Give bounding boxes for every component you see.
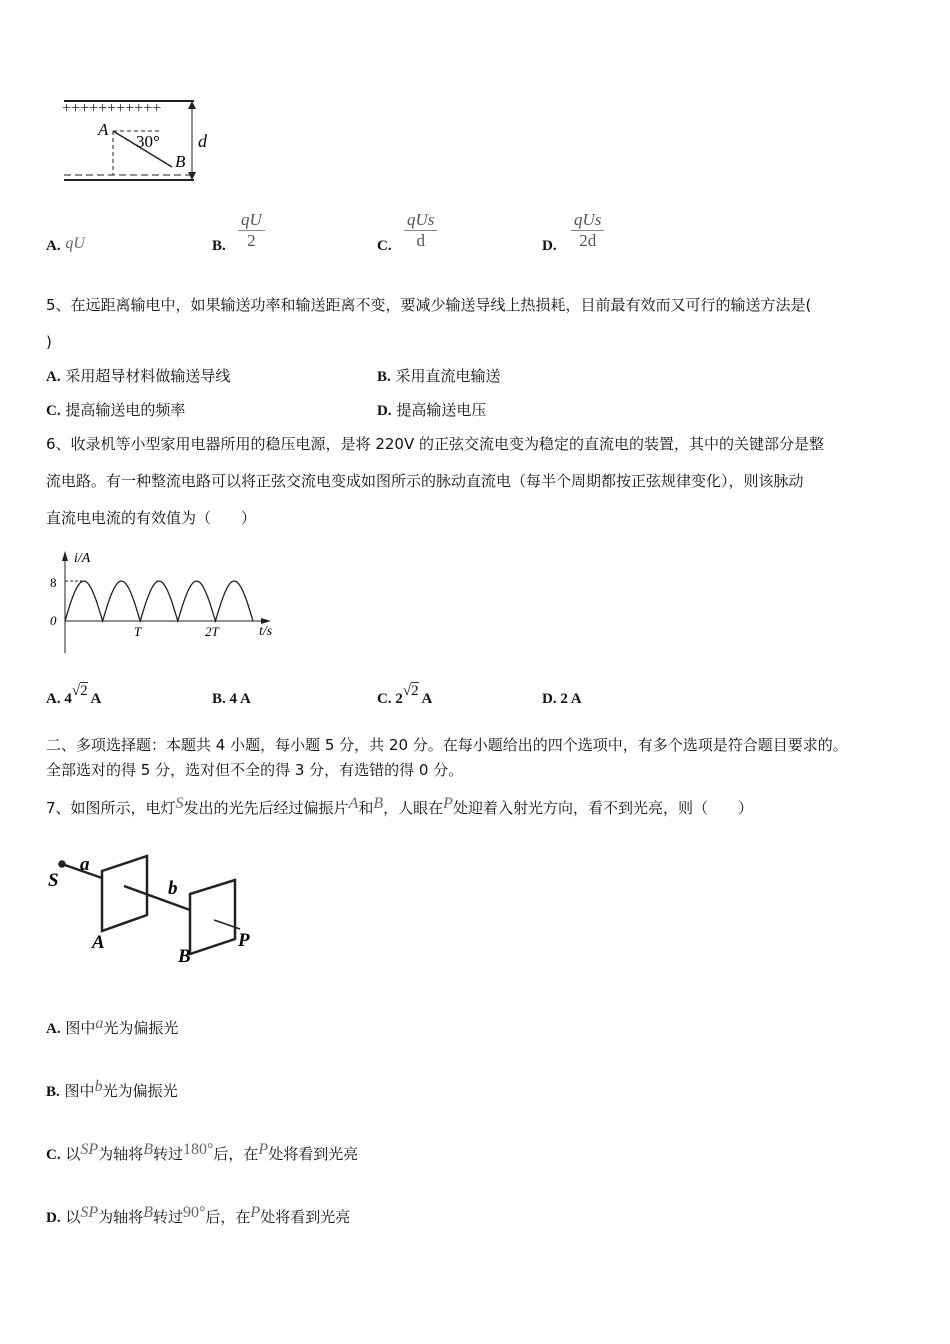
svg-text:S: S <box>48 870 59 891</box>
svg-text:B: B <box>175 152 186 171</box>
svg-text:B: B <box>178 946 191 967</box>
svg-text:i/A: i/A <box>74 551 91 566</box>
q6-option-b[interactable]: B. 4 A <box>212 691 251 707</box>
q4-field-figure <box>60 95 210 187</box>
option-c-fraction: qUs d <box>404 210 437 251</box>
q5-option-b[interactable]: B. 采用直流电输送 <box>377 367 501 385</box>
svg-text:8: 8 <box>50 575 57 590</box>
plus-charges: +++++++++++ <box>62 100 162 117</box>
option-a-letter: A. <box>46 238 61 254</box>
option-d-letter: D. <box>542 238 557 254</box>
svg-text:30°: 30° <box>136 132 160 151</box>
q6-option-c[interactable]: C. 2√2 A <box>377 683 433 707</box>
svg-text:t/s: t/s <box>259 624 273 639</box>
q7-option-c[interactable]: C. 以SP为轴将B转过180°后，在P处将看到光亮 <box>46 1141 359 1163</box>
svg-text:P: P <box>238 930 250 951</box>
q5-option-d[interactable]: D. 提高输送电压 <box>377 401 487 419</box>
q6-current-graph <box>44 545 284 660</box>
q5-option-c[interactable]: C. 提高输送电的频率 <box>46 401 186 419</box>
svg-text:0: 0 <box>50 613 57 628</box>
q7-stem: 7、如图所示，电灯S发出的光先后经过偏振片A和B，人眼在P处迎着入射光方向，看不到光亮，则（ ） <box>46 795 753 817</box>
svg-text:T: T <box>134 624 142 639</box>
q6-option-d[interactable]: D. 2 A <box>542 691 582 707</box>
rectified-current-curve <box>65 581 253 621</box>
q5-stem-end: ) <box>46 333 52 351</box>
option-b-letter: B. <box>212 238 226 254</box>
option-c-letter: C. <box>377 238 392 254</box>
svg-text:2T: 2T <box>205 624 219 639</box>
q5-option-a[interactable]: A. 采用超导材料做输送导线 <box>46 367 231 385</box>
q6-option-a[interactable]: A. 4√2 A <box>46 683 102 707</box>
svg-text:d: d <box>198 131 207 151</box>
option-d-fraction: qUs 2d <box>571 210 604 251</box>
q7-option-b[interactable]: B. 图中b光为偏振光 <box>46 1078 178 1100</box>
svg-text:A: A <box>92 932 105 953</box>
svg-text:a: a <box>80 854 90 875</box>
q6-stem-line-1: 6、收录机等小型家用电器所用的稳压电源，是将 220V 的正弦交流电变为稳定的直流电的装置，其中的关键部分是整 <box>46 435 824 453</box>
option-a-expr: qU <box>65 235 85 252</box>
svg-text:b: b <box>168 878 178 899</box>
q7-polarizer-figure <box>40 840 300 980</box>
svg-text:A: A <box>98 120 109 139</box>
option-b-fraction: $\frac{qU}{2}$ <box>238 210 265 251</box>
q6-stem-line-2: 流电路。有一种整流电路可以将正弦交流电变成如图所示的脉动直流电（每半个周期都按正弦规律变化），则该脉动 <box>46 472 804 490</box>
section-2-heading-line-2: 全部选对的得 5 分，选对但不全的得 3 分，有选错的得 0 分。 <box>46 761 464 779</box>
section-2-heading-line-1: 二、多项选择题：本题共 4 小题，每小题 5 分，共 20 分。在每小题给出的四个选项中，有多个选项是符合题目要求的。 <box>46 736 848 754</box>
q7-option-d[interactable]: D. 以SP为轴将B转过90°后，在P处将看到光亮 <box>46 1204 351 1226</box>
q7-option-a[interactable]: A. 图中a光为偏振光 <box>46 1015 179 1037</box>
q5-stem: 5、在远距离输电中，如果输送功率和输送距离不变，要减少输送导线上热损耗，目前最有效而又可行的输送方法是( <box>46 296 812 314</box>
q6-stem-line-3: 直流电电流的有效值为（ ） <box>46 509 257 527</box>
